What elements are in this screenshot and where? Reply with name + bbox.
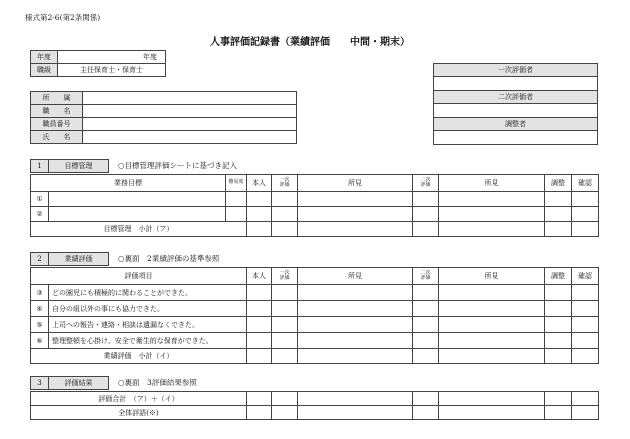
second-evaluator-label: 二次評価者	[434, 91, 598, 104]
section1-table	[30, 174, 599, 237]
self-field[interactable]	[247, 301, 272, 317]
first-eval-field[interactable]	[272, 406, 298, 420]
opinion2-field[interactable]	[439, 207, 545, 222]
self-field[interactable]	[247, 285, 272, 301]
second-eval-field[interactable]	[413, 333, 439, 349]
confirm-field[interactable]	[572, 207, 599, 222]
s2-row-text: 上司への報告・連絡・相談は遺漏なくできた。	[49, 317, 247, 333]
s1-header-confirm: 確認	[572, 175, 599, 192]
first-eval-field[interactable]	[272, 349, 298, 364]
confirm-field[interactable]	[572, 222, 599, 237]
opinion2-field[interactable]	[439, 317, 545, 333]
adjust-field[interactable]	[545, 192, 572, 207]
opinion1-field[interactable]	[298, 349, 413, 364]
opinion2-field[interactable]	[439, 392, 545, 406]
table-row	[31, 207, 599, 222]
opinion1-field[interactable]	[298, 285, 413, 301]
s2-row-number: ③	[31, 285, 49, 301]
first-eval-field[interactable]	[272, 207, 298, 222]
confirm-field[interactable]	[572, 301, 599, 317]
adjust-field[interactable]	[545, 207, 572, 222]
self-field[interactable]	[247, 333, 272, 349]
section2-name: 業績評価	[49, 253, 109, 266]
second-eval-field[interactable]	[413, 349, 439, 364]
position-label: 職級	[31, 64, 58, 77]
opinion1-field[interactable]	[298, 406, 413, 420]
confirm-field[interactable]	[572, 285, 599, 301]
table-row	[31, 192, 599, 207]
goal-field[interactable]	[49, 192, 226, 207]
section3-table	[30, 391, 599, 420]
s2-header-self: 本人	[247, 268, 272, 285]
section3-header	[30, 376, 109, 390]
opinion1-field[interactable]	[298, 207, 413, 222]
s2-header-item: 評価項目	[31, 268, 247, 285]
opinion2-field[interactable]	[439, 222, 545, 237]
s2-row-number: ⑤	[31, 317, 49, 333]
table-row	[31, 317, 599, 333]
s1-header-first: 一次 評価	[272, 175, 298, 192]
s2-row-text: 整理整頓を心掛け、安全で衛生的な保育ができた。	[49, 333, 247, 349]
first-eval-field[interactable]	[272, 192, 298, 207]
overall-label: 全体評語(※)	[31, 406, 247, 420]
confirm-field[interactable]	[572, 333, 599, 349]
s2-header-second: 二次 評価	[413, 268, 439, 285]
s2-header-first: 一次 評価	[272, 268, 298, 285]
employee-number-field[interactable]	[83, 118, 297, 131]
s1-row-number: ①	[31, 192, 49, 207]
table-row	[31, 333, 599, 349]
opinion2-field[interactable]	[439, 333, 545, 349]
opinion2-field[interactable]	[439, 406, 545, 420]
year-label: 年度	[31, 51, 58, 64]
goal-field[interactable]	[49, 207, 226, 222]
opinion2-field[interactable]	[439, 349, 545, 364]
first-evaluator-label: 一次評価者	[434, 64, 598, 77]
opinion1-field[interactable]	[298, 301, 413, 317]
first-eval-field[interactable]	[272, 333, 298, 349]
form-number: 様式第2-6(第2条関係)	[25, 13, 101, 22]
s2-header-opinion2: 所見	[439, 268, 545, 285]
s1-header-difficulty: 難易度	[226, 175, 247, 192]
self-field[interactable]	[247, 406, 272, 420]
name-field[interactable]	[83, 131, 297, 144]
section3-number: 3	[31, 377, 49, 390]
section3-note: ○裏面 3評価結果参照	[118, 378, 197, 387]
adjuster-label: 調整者	[434, 118, 598, 131]
opinion1-field[interactable]	[298, 222, 413, 237]
adjust-field[interactable]	[545, 406, 572, 420]
section3-name: 評価結果	[49, 377, 109, 390]
page-title: 人事評価記録書（業績評価 中間・期末）	[210, 37, 410, 48]
self-field[interactable]	[247, 349, 272, 364]
s2-header-confirm: 確認	[572, 268, 599, 285]
opinion1-field[interactable]	[298, 192, 413, 207]
s2-row-number: ④	[31, 301, 49, 317]
adjust-field[interactable]	[545, 301, 572, 317]
first-eval-field[interactable]	[272, 222, 298, 237]
second-eval-field[interactable]	[413, 317, 439, 333]
first-eval-field[interactable]	[272, 392, 298, 406]
opinion2-field[interactable]	[439, 192, 545, 207]
opinion1-field[interactable]	[298, 317, 413, 333]
s1-subtotal-label: 目標管理 小計（ア）	[31, 222, 247, 237]
second-eval-field[interactable]	[413, 207, 439, 222]
confirm-field[interactable]	[572, 406, 599, 420]
self-field[interactable]	[247, 192, 272, 207]
confirm-field[interactable]	[572, 317, 599, 333]
first-eval-field[interactable]	[272, 285, 298, 301]
self-field[interactable]	[247, 222, 272, 237]
s1-row-number: ②	[31, 207, 49, 222]
evaluator-table	[433, 63, 598, 145]
s1-header-item: 業務目標	[31, 175, 226, 192]
adjust-field[interactable]	[545, 317, 572, 333]
adjuster-field[interactable]	[434, 131, 598, 145]
section1-header	[30, 159, 109, 173]
section1-name: 目標管理	[49, 160, 109, 173]
opinion2-field[interactable]	[439, 285, 545, 301]
section2-note: ○裏面 2業績評価の基準参照	[118, 254, 220, 263]
adjust-field[interactable]	[545, 222, 572, 237]
s2-header-adjust: 調整	[545, 268, 572, 285]
adjust-field[interactable]	[545, 285, 572, 301]
confirm-field[interactable]	[572, 192, 599, 207]
s1-header-self: 本人	[247, 175, 272, 192]
position-value: 主任保育士・保育士	[58, 64, 166, 77]
s1-header-opinion1: 所見	[298, 175, 413, 192]
table-row	[31, 285, 599, 301]
s1-header-opinion2: 所見	[439, 175, 545, 192]
s2-row-text: 自分の組以外の事にも協力できた。	[49, 301, 247, 317]
s2-row-number: ⑥	[31, 333, 49, 349]
name-label: 氏 名	[31, 131, 83, 144]
second-eval-field[interactable]	[413, 222, 439, 237]
adjust-field[interactable]	[545, 392, 572, 406]
second-eval-field[interactable]	[413, 392, 439, 406]
section2-number: 2	[31, 253, 49, 266]
difficulty-field[interactable]	[226, 192, 247, 207]
confirm-field[interactable]	[572, 392, 599, 406]
department-field[interactable]	[83, 92, 297, 105]
adjust-field[interactable]	[545, 349, 572, 364]
confirm-field[interactable]	[572, 349, 599, 364]
section2-header	[30, 252, 109, 266]
year-value-field[interactable]: 年度	[58, 51, 166, 64]
department-label: 所 属	[31, 92, 83, 105]
opinion2-field[interactable]	[439, 301, 545, 317]
opinion1-field[interactable]	[298, 392, 413, 406]
job-title-field[interactable]	[83, 105, 297, 118]
second-eval-field[interactable]	[413, 192, 439, 207]
year-position-table	[30, 50, 166, 77]
self-field[interactable]	[247, 207, 272, 222]
second-evaluator-field[interactable]	[434, 104, 598, 118]
section1-number: 1	[31, 160, 49, 173]
second-eval-field[interactable]	[413, 285, 439, 301]
second-eval-field[interactable]	[413, 406, 439, 420]
second-eval-field[interactable]	[413, 301, 439, 317]
section2-table	[30, 267, 599, 364]
total-label: 評価合計 （ア）＋（イ）	[31, 392, 247, 406]
s2-header-opinion1: 所見	[298, 268, 413, 285]
first-eval-field[interactable]	[272, 317, 298, 333]
section1-note: ○目標管理評価シートに基づき記入	[118, 161, 238, 170]
self-field[interactable]	[247, 392, 272, 406]
employee-info-table	[30, 91, 297, 144]
s1-header-second: 二次 評価	[413, 175, 439, 192]
difficulty-field[interactable]	[226, 207, 247, 222]
opinion1-field[interactable]	[298, 333, 413, 349]
adjust-field[interactable]	[545, 333, 572, 349]
s2-subtotal-label: 業績評価 小計（イ）	[31, 349, 247, 364]
first-eval-field[interactable]	[272, 301, 298, 317]
s2-row-text: どの園児にも積極的に関わることができた。	[49, 285, 247, 301]
first-evaluator-field[interactable]	[434, 77, 598, 91]
employee-number-label: 職員番号	[31, 118, 83, 131]
job-title-label: 職 名	[31, 105, 83, 118]
self-field[interactable]	[247, 317, 272, 333]
s1-header-adjust: 調整	[545, 175, 572, 192]
table-row	[31, 301, 599, 317]
